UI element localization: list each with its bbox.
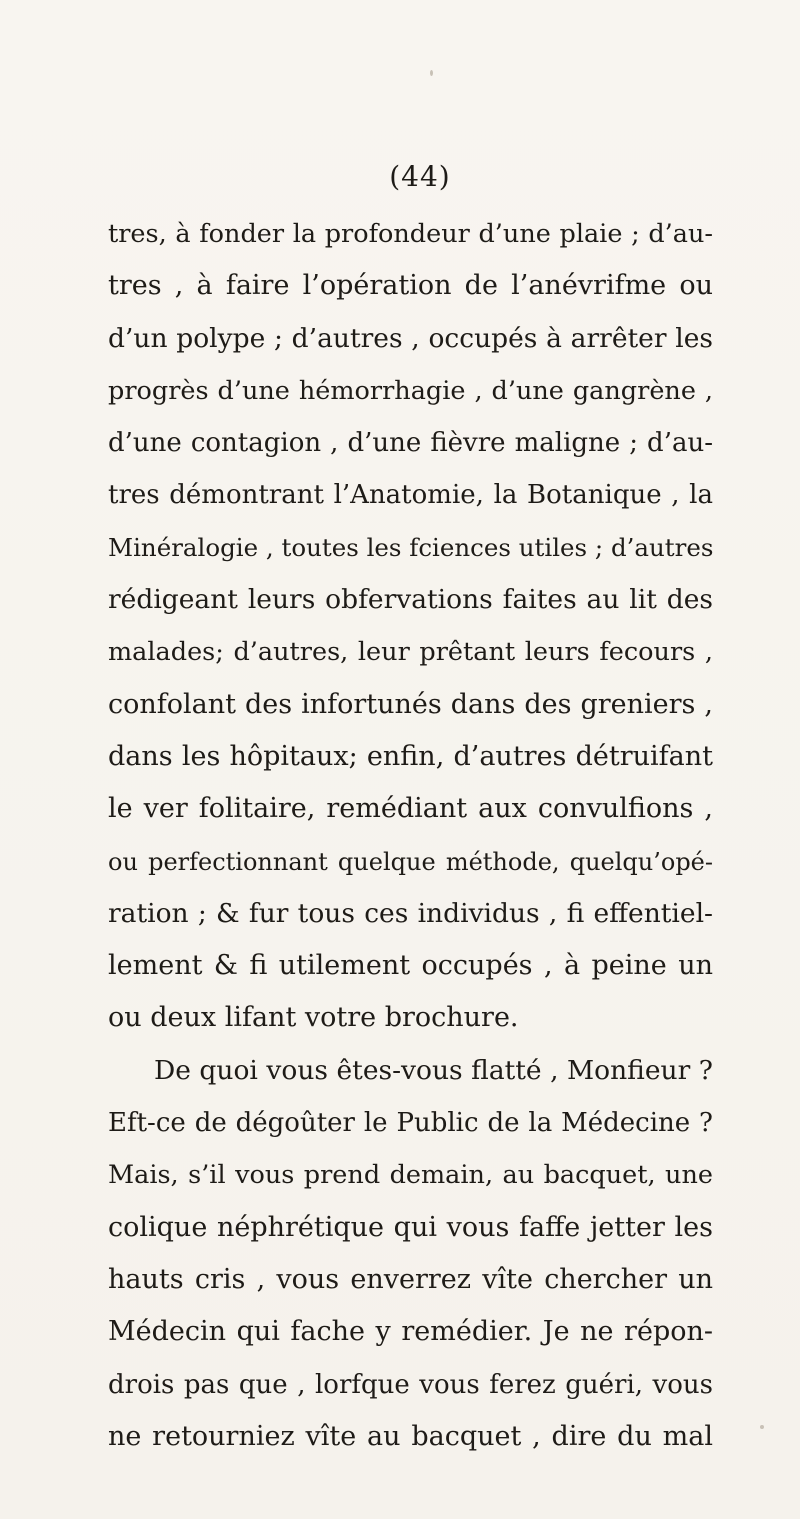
text-line: Mais, s’il vous prend demain, au bacquet, une — [108, 1160, 713, 1191]
text-line: malades; d’autres, leur prêtant leurs fecours , — [108, 637, 713, 668]
text-line: tres , à faire l’opération de l’anévrifme ou — [108, 270, 713, 302]
paragraph-2 — [108, 1045, 713, 1463]
text-line: le ver folitaire, remédiant aux convulfions , — [108, 793, 713, 825]
text-line: colique néphrétique qui vous faffe jetter les — [108, 1211, 713, 1243]
text-line: rédigeant leurs obfervations faites au lit des — [108, 584, 713, 616]
text-line: ou deux lifant votre brochure. — [108, 1002, 519, 1034]
text-line: De quoi vous êtes-vous flatté , Monfieur ? — [154, 1054, 713, 1086]
text-line: Eft-ce de dégoûter le Public de la Médecine ? — [108, 1108, 713, 1139]
paper-speck — [760, 1425, 764, 1429]
body-text — [108, 208, 713, 1463]
text-line: ration ; & fur tous ces individus , fi effentiel- — [108, 897, 713, 929]
text-line: confolant des infortunés dans des greniers , — [108, 688, 713, 720]
page-number: (44) — [389, 160, 451, 193]
text-line: tres, à fonder la profondeur d’une plaie ; d’au- — [108, 219, 713, 249]
text-line: lement & fi utilement occupés , à peine un — [108, 950, 713, 982]
text-line: drois pas que , lorfque vous ferez guéri, vous — [108, 1369, 713, 1400]
paragraph-1 — [108, 208, 713, 1045]
text-line: hauts cris , vous enverrez vîte chercher un — [108, 1263, 713, 1295]
text-line: ne retourniez vîte au bacquet , dire du mal — [108, 1420, 713, 1452]
text-line: progrès d’une hémorrhagie , d’une gangrène , — [108, 375, 713, 406]
text-line: ou perfectionnant quelque méthode, quelqu’opé- — [108, 847, 713, 876]
paper-speck — [430, 70, 433, 76]
text-line: dans les hôpitaux; enfin, d’autres détruifant — [108, 740, 713, 772]
text-line: tres démontrant l’Anatomie, la Botanique , la — [108, 480, 713, 511]
text-line: d’une contagion , d’une fièvre maligne ; d’au- — [108, 428, 713, 459]
text-line: Médecin qui fache y remédier. Je ne répon- — [108, 1316, 713, 1348]
text-line: d’un polype ; d’autres , occupés à arrêter les — [108, 322, 713, 354]
text-line: Minéralogie , toutes les fciences utiles ; d’autres — [108, 532, 714, 562]
